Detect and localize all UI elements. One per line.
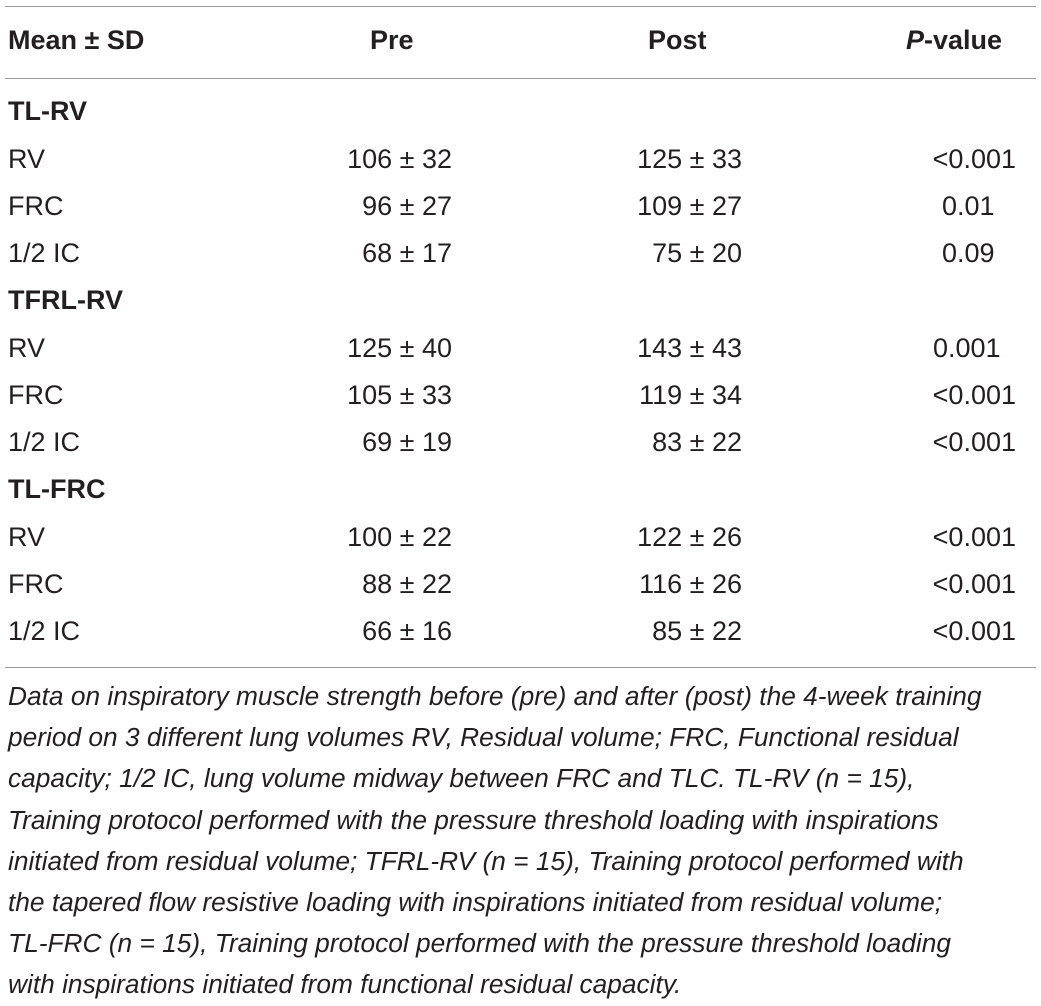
footnote-line: TL-FRC (n = 15), Training protocol performed with the pressure threshold loading (8, 928, 951, 959)
table-top-rule (5, 6, 1036, 7)
table-row (0, 230, 1041, 277)
footnote-line: initiated from residual volume; TFRL-RV (n = 15), Training protocol performed with (8, 845, 964, 876)
row-label: 1/2 IC (8, 616, 81, 646)
row-label: RV (8, 522, 46, 552)
pre-value: 105 ± 33 (347, 380, 452, 410)
pre-value: 66 ± 16 (362, 616, 452, 646)
post-value: 122 ± 26 (637, 522, 742, 552)
table-row (0, 183, 1041, 230)
pre-value: 88 ± 22 (362, 569, 452, 599)
footnote-line: capacity; 1/2 IC, lung volume midway between FRC and TLC. TL-RV (n = 15), (8, 763, 915, 794)
table-row (0, 372, 1041, 419)
post-value: 119 ± 34 (639, 380, 742, 410)
table-header-rule (5, 78, 1036, 79)
header-p-value (906, 17, 1002, 64)
post-value: 125 ± 33 (637, 144, 742, 174)
table-row (0, 514, 1041, 561)
header-pre: Pre (370, 25, 414, 55)
row-label: RV (8, 144, 46, 174)
table-footnote (8, 676, 1038, 1006)
header-mean-sd: Mean ± SD (8, 25, 145, 55)
post-value: 83 ± 22 (652, 427, 742, 457)
table-row (0, 325, 1041, 372)
p-value: <0.001 (932, 522, 1016, 552)
group-title: TL-RV (8, 96, 87, 126)
table-row (0, 136, 1041, 183)
pre-value: 69 ± 19 (362, 427, 452, 457)
row-label: FRC (8, 569, 64, 599)
footnote-line: the tapered flow resistive loading with inspirations initiated from residual volume; (8, 887, 943, 918)
pre-value: 125 ± 40 (347, 333, 452, 363)
pre-value: 68 ± 17 (362, 238, 452, 268)
p-value: <0.001 (932, 380, 1016, 410)
header-post: Post (648, 25, 707, 55)
group-title: TFRL-RV (8, 285, 123, 315)
p-value: <0.001 (932, 616, 1016, 646)
row-label: 1/2 IC (8, 427, 81, 457)
p-value: <0.001 (932, 427, 1016, 457)
p-value: <0.001 (932, 144, 1016, 174)
table-header-row (0, 17, 1041, 64)
group-title-row (0, 88, 1041, 135)
row-label: FRC (8, 380, 64, 410)
p-value: <0.001 (932, 569, 1016, 599)
table-bottom-rule (5, 667, 1036, 668)
post-value: 143 ± 43 (637, 333, 742, 363)
footnote-line: Data on inspiratory muscle strength before (pre) and after (post) the 4-week training (8, 681, 982, 711)
post-value: 85 ± 22 (652, 616, 742, 646)
table-row (0, 561, 1041, 608)
post-value: 109 ± 27 (637, 191, 742, 221)
row-label: FRC (8, 191, 64, 221)
group-title: TL-FRC (8, 474, 106, 504)
p-value: 0.001 (933, 333, 1001, 363)
pre-value: 96 ± 27 (362, 191, 452, 221)
table-row (0, 419, 1041, 466)
pre-value: 100 ± 22 (347, 522, 452, 552)
row-label: RV (8, 333, 46, 363)
group-title-row (0, 277, 1041, 324)
header-p-rest: -value (924, 25, 1003, 55)
table-row (0, 608, 1041, 655)
header-p-italic: P (906, 25, 925, 55)
post-value: 75 ± 20 (652, 238, 742, 268)
p-value: 0.09 (942, 238, 995, 268)
footnote-line: with inspirations initiated from functional residual capacity. (8, 969, 682, 1000)
footnote-line: period on 3 different lung volumes RV, Residual volume; FRC, Functional residual (8, 722, 959, 753)
row-label: 1/2 IC (8, 238, 81, 268)
post-value: 116 ± 26 (639, 569, 742, 599)
footnote-line: Training protocol performed with the pressure threshold loading with inspirations (8, 804, 939, 835)
group-title-row (0, 466, 1041, 513)
p-value: 0.01 (942, 191, 995, 221)
pre-value: 106 ± 32 (347, 144, 452, 174)
